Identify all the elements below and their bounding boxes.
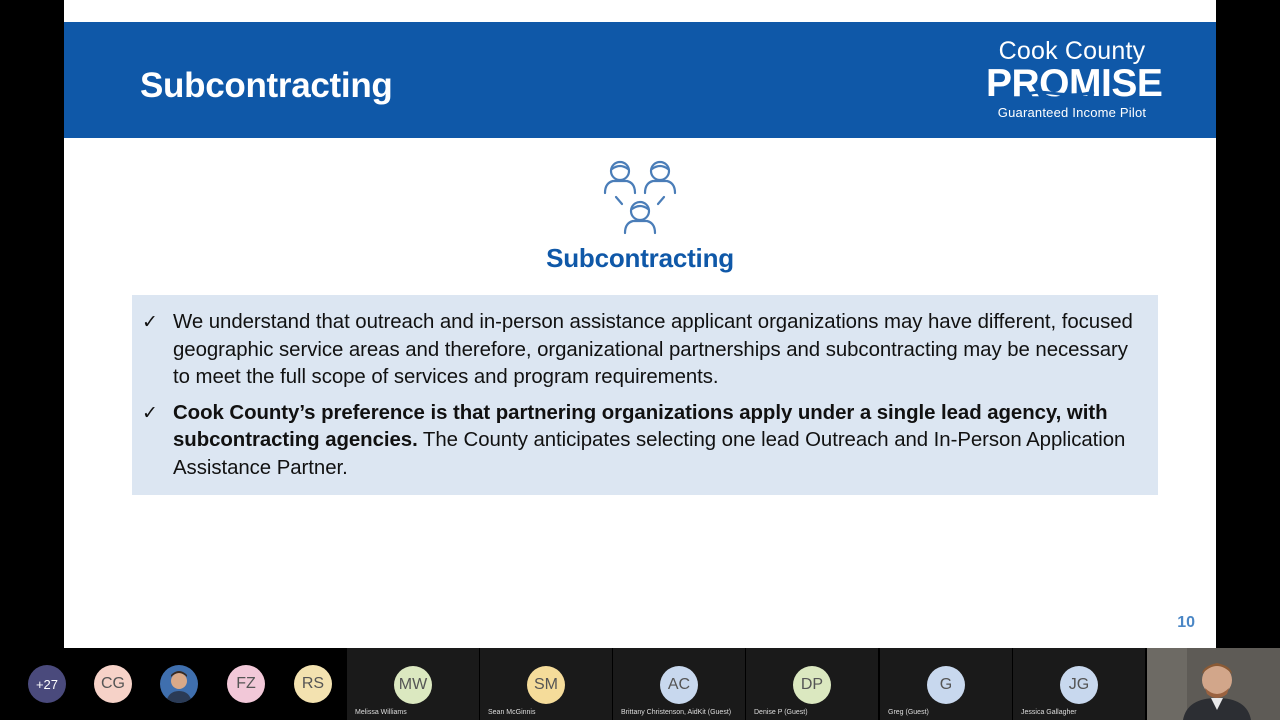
slide-page-number: 10: [1177, 614, 1195, 631]
logo-line-1: Cook County: [998, 37, 1146, 65]
bullet-bold-text: Cook County’s preference is that partnering organizations apply under a single lead agency, with subcontracting agencies.: [173, 401, 1108, 451]
cook-county-promise-logo: [986, 37, 1163, 121]
speaker-video-tile[interactable]: [1147, 648, 1280, 720]
participant-avatar: AC: [660, 666, 698, 704]
participant-tile[interactable]: [480, 648, 612, 720]
participant-avatar: JG: [1060, 666, 1098, 704]
team-people-icon: [599, 157, 685, 237]
participant-name: Brittany Christenson, AidKit (Guest): [621, 709, 732, 716]
logo-line-2: PROMISE: [986, 62, 1163, 105]
logo-line-3: Guaranteed Income Pilot: [997, 105, 1147, 120]
slide-title: Subcontracting: [140, 66, 393, 105]
participant-name: Sean McGinnis: [488, 709, 536, 716]
slide-header-bar: [64, 22, 1216, 138]
bullet-text: We understand that outreach and in-person assistance applicant organizations may have different, focused geographic service areas and therefore, organizational partnerships and subcontracting may be necessary to meet the full scope of services and program requirements.: [173, 311, 1133, 388]
logo-swoosh-icon: [1026, 86, 1096, 100]
participant-tile[interactable]: [613, 648, 745, 720]
participant-tile[interactable]: [347, 648, 479, 720]
participant-tile[interactable]: [880, 648, 1012, 720]
participant-name: Greg (Guest): [888, 709, 929, 716]
participant-avatar: SM: [527, 666, 565, 704]
participant-tile[interactable]: [1013, 648, 1145, 720]
participant-tile[interactable]: [746, 648, 878, 720]
content-box: [132, 295, 1158, 495]
more-participants-button[interactable]: +27: [28, 665, 66, 703]
speaker-video-icon: [1147, 648, 1280, 720]
bullet-item: [142, 309, 1144, 392]
checkmark-icon: ✓: [142, 312, 158, 333]
bullet-item: [142, 400, 1144, 483]
participant-name: Melissa Williams: [355, 709, 407, 716]
participant-name: Denise P (Guest): [754, 709, 808, 716]
participant-avatar[interactable]: CG: [94, 665, 132, 703]
presentation-slide: [64, 0, 1216, 648]
participant-avatar[interactable]: RS: [294, 665, 332, 703]
bullet-text: [173, 400, 1144, 483]
participant-name: Jessica Gallagher: [1021, 709, 1077, 716]
section-title: Subcontracting: [546, 243, 734, 273]
participant-avatar: DP: [793, 666, 831, 704]
participant-avatar[interactable]: FZ: [227, 665, 265, 703]
checkmark-icon: ✓: [142, 402, 158, 424]
bullet-regular-text: The County anticipates selecting one lead Outreach and In-Person Application Assistance Partner.: [173, 429, 1126, 479]
participant-avatar: MW: [394, 666, 432, 704]
person-photo-icon: [160, 665, 198, 703]
participant-strip: [0, 648, 1280, 720]
participant-photo-avatar[interactable]: [160, 665, 198, 703]
participant-avatar: G: [927, 666, 965, 704]
